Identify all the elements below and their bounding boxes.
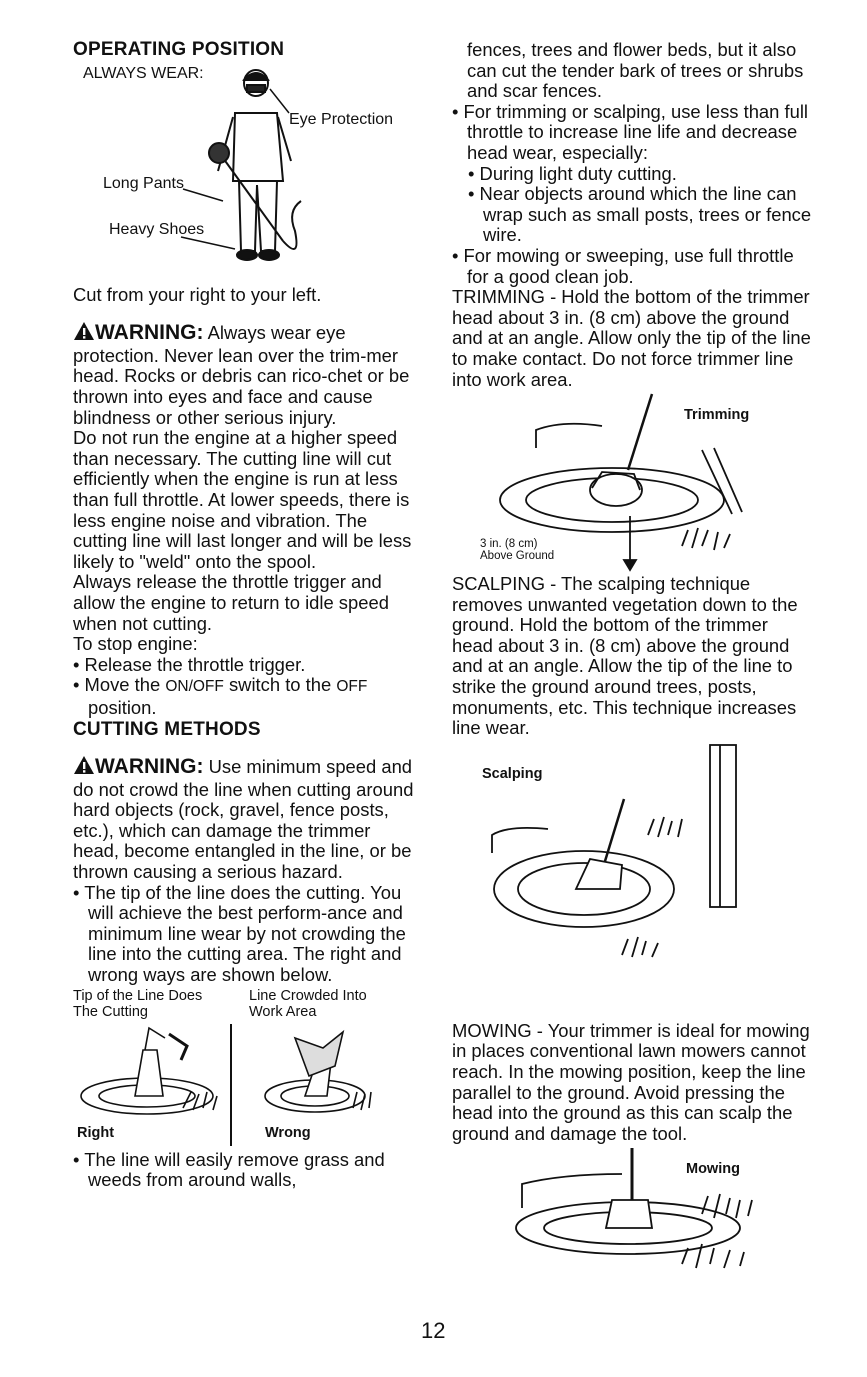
wrong-label: Wrong bbox=[265, 1124, 311, 1141]
operating-position-heading: OPERATING POSITION bbox=[73, 39, 285, 60]
cut-direction-text: Cut from your right to your left. bbox=[73, 283, 322, 305]
warning-title: WARNING: bbox=[95, 321, 204, 345]
trimming-throttle-bullet: • For trimming or scalping, use less than full throttle to increase line life and decrease head wear, especially: bbox=[452, 100, 808, 163]
right-wrong-illustration bbox=[73, 988, 418, 1150]
scalping-illustration bbox=[452, 739, 812, 1021]
release-throttle-paragraph: Always release the throttle trigger and allow the engine to return to idle speed when not cutting. bbox=[73, 571, 389, 634]
always-wear-label: ALWAYS WEAR: bbox=[83, 64, 204, 82]
scalping-label: Scalping bbox=[482, 765, 543, 782]
scalping-paragraph: SCALPING - The scalping technique removes unwanted vegetation down to the ground. Hold the bottom of the trimmer head about 3 in. (8 cm) above the ground and at an angle. Allow the tip of the line to strike the ground around trees, posts, monuments, etc. This technique increases line wear. bbox=[452, 573, 798, 739]
stop-engine-title: To stop engine: bbox=[73, 633, 198, 655]
tip-of-line-bullet: • The tip of the line does the cutting. You will achieve the best perform-ance and minimum line wear by not crowding the line into the cutting area. The right and wrong ways are shown below. bbox=[73, 881, 406, 985]
three-inch-label: 3 in. (8 cm) bbox=[480, 538, 538, 551]
trimming-figure bbox=[452, 390, 812, 574]
long-pants-label: Long Pants bbox=[103, 174, 184, 192]
cutting-methods-heading: CUTTING METHODS bbox=[73, 719, 261, 741]
page-number: 12 bbox=[421, 1318, 446, 1343]
warning-text: Always wear eye protection. Never lean over the trim-mer head. Rocks or debris can rico-chet or be thrown into eyes and face and cause blindness or other serious injury. bbox=[73, 322, 410, 428]
trimming-label: Trimming bbox=[684, 407, 750, 424]
scalping-figure bbox=[452, 739, 812, 1021]
off-text: OFF bbox=[336, 678, 368, 696]
warning-icon bbox=[73, 321, 95, 346]
on-off-text: ON/OFF bbox=[165, 678, 224, 696]
line-crowded-label: Line Crowded Into Work Area bbox=[249, 987, 367, 1020]
engine-speed-paragraph: Do not run the engine at a higher speed than necessary. The cutting line will cut efficiently when the engine is run at less than full throttle. At lower speeds, there is less engine noise and vibration. The cutting line will last longer and will be less likely to "weld" onto the spool. bbox=[73, 427, 412, 572]
right-label: Right bbox=[77, 1124, 115, 1141]
warning-minimum-speed bbox=[73, 755, 418, 883]
stop-bullet-text-c: position. bbox=[88, 696, 157, 718]
operator-illustration bbox=[73, 61, 373, 271]
remove-grass-bullet: • The line will easily remove grass and weeds from around walls, bbox=[73, 1148, 385, 1191]
continued-text: fences, trees and flower beds, but it also can cut the tender bark of trees or shrubs and scar fences. bbox=[467, 39, 804, 102]
above-ground-label: Above Ground bbox=[480, 550, 555, 563]
right-wrong-figure bbox=[73, 988, 418, 1150]
tip-cutting-label: Tip of the Line Does The Cutting bbox=[73, 987, 203, 1020]
trimming-illustration bbox=[452, 390, 812, 574]
light-duty-subbullet: • During light duty cutting. bbox=[468, 162, 677, 184]
warning-icon bbox=[73, 755, 95, 780]
stop-bullet-release: • Release the throttle trigger. bbox=[73, 653, 306, 675]
stop-bullet-switch bbox=[73, 675, 418, 718]
left-column bbox=[73, 40, 418, 1191]
eye-protection-label: Eye Protection bbox=[289, 110, 394, 128]
stop-bullet-text-a: • Move the bbox=[73, 674, 166, 696]
heavy-shoes-label: Heavy Shoes bbox=[109, 220, 205, 238]
operating-position-figure bbox=[73, 61, 418, 271]
trimming-paragraph: TRIMMING - Hold the bottom of the trimmer head about 3 in. (8 cm) above the ground and at an angle. Allow only the tip of the line to make contact. Do not force trimmer line into work area. bbox=[452, 286, 811, 390]
mowing-illustration bbox=[452, 1144, 812, 1314]
near-objects-subbullet: • Near objects around which the line can wrap such as small posts, trees or fence wire. bbox=[468, 183, 812, 246]
mowing-label: Mowing bbox=[686, 1161, 740, 1178]
right-column bbox=[452, 40, 812, 1314]
warning-title: WARNING: bbox=[95, 755, 204, 779]
stop-bullet-text-b: switch to the bbox=[223, 674, 337, 696]
mowing-paragraph: MOWING - Your trimmer is ideal for mowing in places conventional lawn mowers cannot reach. In the mowing position, keep the line parallel to the ground. Avoid pressing the head into the ground as this can scalp the ground and damage the tool. bbox=[452, 1019, 810, 1144]
warning-text: Use minimum speed and do not crowd the line when cutting around hard objects (rock, gravel, fence posts, etc.), which can damage the trimmer head, become entangled in the line, or be thrown causing a serious hazard. bbox=[73, 756, 414, 883]
mowing-figure bbox=[452, 1144, 812, 1314]
warning-eye-protection bbox=[73, 321, 418, 428]
mowing-throttle-bullet: • For mowing or sweeping, use full throttle for a good clean job. bbox=[452, 244, 794, 287]
